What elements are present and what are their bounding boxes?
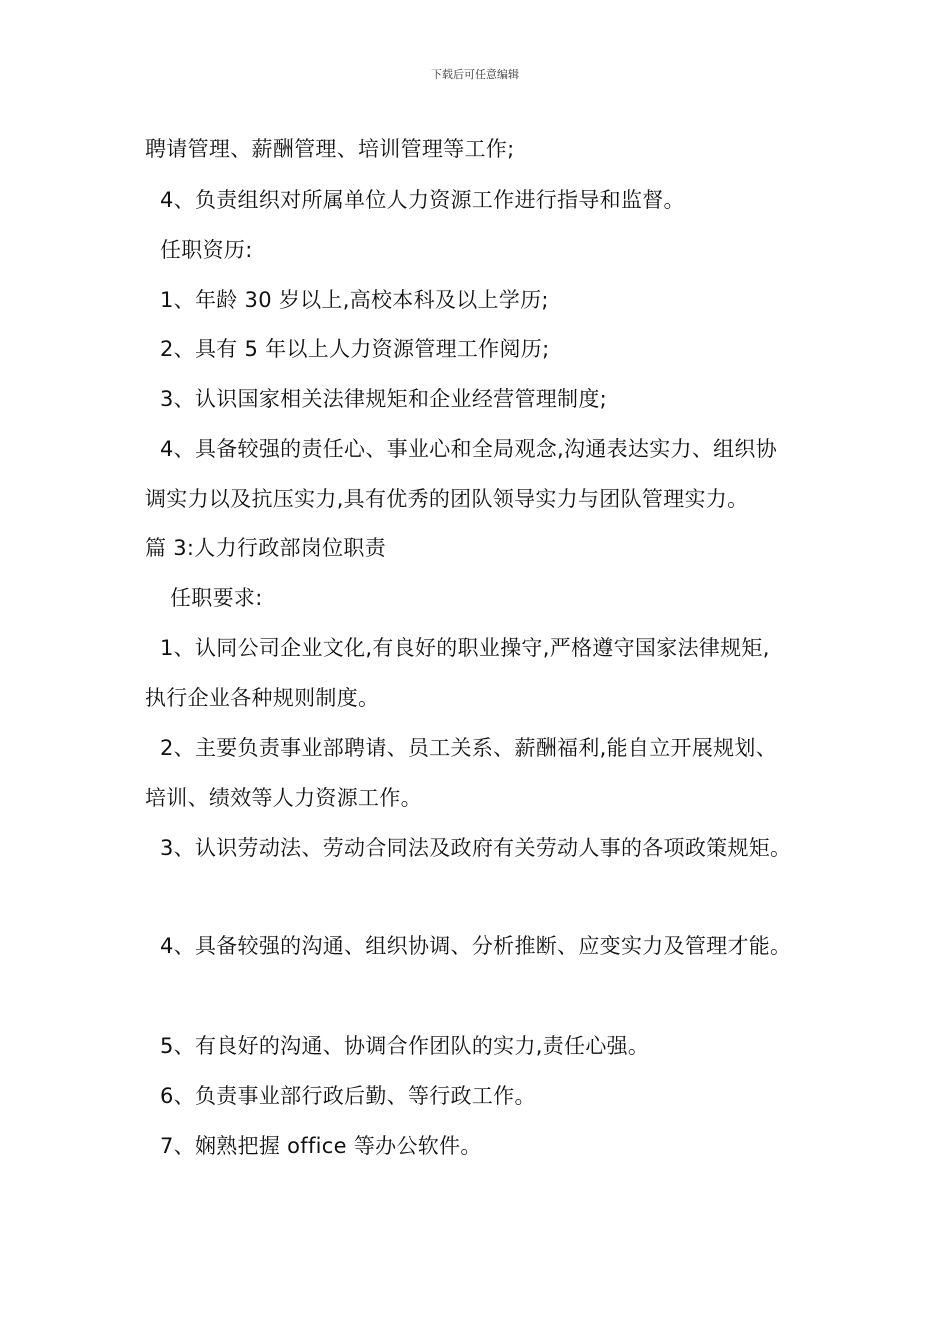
text-line: 任职要求:: [170, 586, 263, 610]
text-line: 聘请管理、薪酬管理、培训管理等工作;: [145, 137, 515, 161]
text-line: 4、负责组织对所属单位人力资源工作进行指导和监督。: [160, 188, 685, 212]
section-heading: 篇 3:人力行政部岗位职责: [145, 536, 387, 560]
text-line: 2、主要负责事业部聘请、员工关系、薪酬福利,能自立开展规划、: [160, 736, 778, 760]
text-line: 5、有良好的沟通、协调合作团队的实力,责任心强。: [160, 1034, 650, 1058]
text-line: 调实力以及抗压实力,具有优秀的团队领导实力与团队管理实力。: [145, 487, 749, 511]
text-line: 3、认识国家相关法律规矩和企业经营管理制度;: [160, 387, 608, 411]
text-line: 4、具备较强的沟通、组织协调、分析推断、应变实力及管理才能。: [160, 934, 792, 958]
text-line: 1、年龄 30 岁以上,高校本科及以上学历;: [160, 288, 549, 312]
page-header: 下载后可任意编辑: [431, 68, 519, 81]
text-line: 4、具备较强的责任心、事业心和全局观念,沟通表达实力、组织协: [160, 437, 778, 461]
text-line: 1、认同公司企业文化,有良好的职业操守,严格遵守国家法律规矩,: [160, 636, 770, 660]
text-line: 3、认识劳动法、劳动合同法及政府有关劳动人事的各项政策规矩。: [160, 836, 792, 860]
text-line: 执行企业各种规则制度。: [145, 686, 380, 710]
text-line: 6、负责事业部行政后勤、等行政工作。: [160, 1084, 536, 1108]
text-line: 7、娴熟把握 office 等办公软件。: [160, 1134, 482, 1158]
text-line: 2、具有 5 年以上人力资源管理工作阅历;: [160, 337, 550, 361]
text-line: 培训、绩效等人力资源工作。: [145, 786, 422, 810]
text-line: 任职资历:: [160, 238, 253, 262]
